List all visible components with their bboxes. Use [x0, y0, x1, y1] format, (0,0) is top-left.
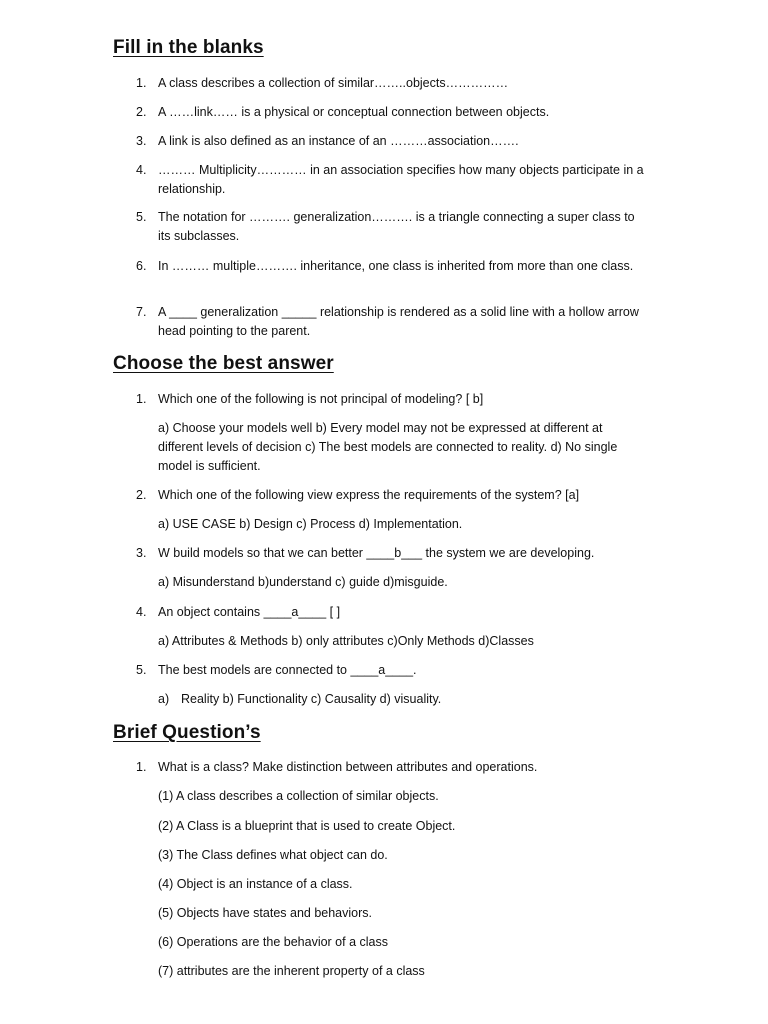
choose-item-1-options: a) Choose your models well b) Every model may not be expressed at different at different levels of decision c) The best models are connected to reality. d) No single model is sufficient. [158, 421, 618, 473]
choose-item-3-number: 3. [136, 546, 147, 560]
brief-answer-line: (7) attributes are the inherent property of a class [158, 964, 425, 978]
brief-answer-line: (2) A Class is a blueprint that is used to create Object. [158, 819, 456, 833]
choose-item-4-question: An object contains ____a____ [ ] [158, 605, 341, 619]
fill-item-2-text: A ……link…… is a physical or conceptual connection between objects. [158, 105, 550, 119]
choose-item-2-options: a) USE CASE b) Design c) Process d) Implementation. [158, 517, 463, 531]
fill-item-1-text: A class describes a collection of similar……..objects…………… [158, 76, 509, 90]
choose-item-4-options: a) Attributes & Methods b) only attributes c)Only Methods d)Classes [158, 634, 534, 648]
choose-item-5-question: The best models are connected to ____a____. [158, 663, 417, 677]
fill-item-5-text: The notation for ………. generalization………. is a triangle connecting a super class to its subclasses. [158, 210, 635, 243]
brief-answer-line: (4) Object is an instance of a class. [158, 877, 353, 891]
choose-item-1-question: Which one of the following is not principal of modeling? [ b] [158, 392, 484, 406]
fill-item-7-text: A ____ generalization _____ relationship is rendered as a solid line with a hollow arrow head pointing to the parent. [158, 305, 639, 338]
fill-item-4-number: 4. [136, 163, 147, 177]
choose-item-3-question: W build models so that we can better ____b___ the system we are developing. [158, 546, 595, 560]
choose-item-2-question: Which one of the following view express the requirements of the system? [a] [158, 488, 580, 502]
choose-item-3-options: a) Misunderstand b)understand c) guide d)misguide. [158, 575, 448, 589]
choose-item-1-number: 1. [136, 392, 147, 406]
heading-choose-the-best-answer: Choose the best answer [113, 353, 334, 374]
fill-item-4-text: ……… Multiplicity………… in an association specifies how many objects participate in a relationship. [158, 163, 644, 196]
fill-item-3-number: 3. [136, 134, 147, 148]
brief-answer-line: (5) Objects have states and behaviors. [158, 906, 373, 920]
fill-item-6-number: 6. [136, 259, 147, 273]
brief-answer-line: (6) Operations are the behavior of a class [158, 935, 388, 949]
brief-answer-line: (1) A class describes a collection of similar objects. [158, 789, 439, 803]
brief-item-1-question: What is a class? Make distinction between attributes and operations. [158, 760, 538, 774]
choose-item-4-number: 4. [136, 605, 147, 619]
choose-item-5-number: 5. [136, 663, 147, 677]
fill-item-1-number: 1. [136, 76, 147, 90]
fill-item-6-text: In ……… multiple………. inheritance, one class is inherited from more than one class. [158, 259, 634, 273]
fill-item-2-number: 2. [136, 105, 147, 119]
heading-brief-questions: Brief Question’s [113, 722, 261, 743]
choose-item-5-option-label: a) [158, 692, 170, 706]
fill-item-3-text: A link is also defined as an instance of an ………association……. [158, 134, 519, 148]
choose-item-2-number: 2. [136, 488, 147, 502]
fill-item-5-number: 5. [136, 210, 147, 224]
choose-item-5-options: Reality b) Functionality c) Causality d) visuality. [181, 692, 442, 706]
fill-item-7-number: 7. [136, 305, 147, 319]
heading-fill-in-the-blanks: Fill in the blanks [113, 37, 264, 58]
brief-answer-line: (3) The Class defines what object can do. [158, 848, 388, 862]
brief-item-1-number: 1. [136, 760, 147, 774]
